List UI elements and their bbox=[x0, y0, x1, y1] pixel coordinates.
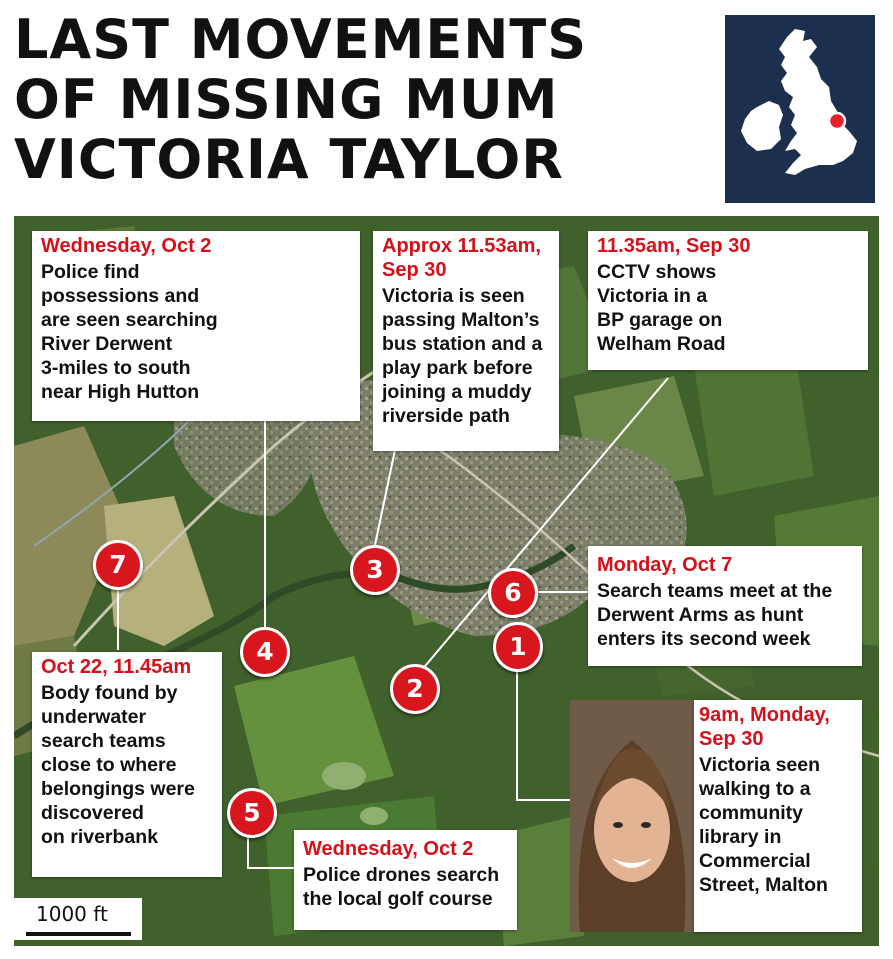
event-5-text-line: Police drones search bbox=[303, 864, 500, 886]
event-5-text-line: the local golf course bbox=[303, 888, 493, 910]
event-1-text-line: library in bbox=[699, 826, 782, 848]
event-3-box bbox=[373, 231, 559, 451]
event-7-text-line: underwater bbox=[41, 706, 147, 728]
event-4-text-line: near High Hutton bbox=[41, 381, 200, 403]
event-4-text-line: are seen searching bbox=[41, 309, 218, 331]
event-7-text-line: on riverbank bbox=[41, 826, 159, 848]
event-7-text-line: close to where bbox=[41, 754, 177, 776]
event-4-text-line: Police find bbox=[41, 261, 140, 283]
event-1-text-line: community bbox=[699, 802, 804, 824]
event-4-text-line: 3-miles to south bbox=[41, 357, 191, 379]
event-6-text-line: enters its second week bbox=[597, 628, 811, 650]
event-4-text-line: River Derwent bbox=[41, 333, 173, 355]
marker-7[interactable]: 7 bbox=[93, 540, 143, 590]
event-4-heading: Wednesday, Oct 2 bbox=[41, 235, 212, 257]
leader-line-1 bbox=[517, 668, 570, 800]
event-2-box bbox=[588, 231, 868, 370]
marker-4[interactable]: 4 bbox=[240, 627, 290, 677]
event-3-text-line: riverside path bbox=[382, 405, 510, 427]
marker-2[interactable]: 2 bbox=[390, 664, 440, 714]
event-7-heading: Oct 22, 11.45am bbox=[41, 656, 192, 678]
marker-1[interactable]: 1 bbox=[493, 622, 543, 672]
marker-3[interactable]: 3 bbox=[350, 545, 400, 595]
event-7-text-line: search teams bbox=[41, 730, 166, 752]
event-6-text-line: Derwent Arms as hunt bbox=[597, 604, 804, 626]
event-1-text-line: Victoria seen bbox=[699, 754, 821, 776]
leader-line-3 bbox=[375, 450, 395, 545]
event-7-text-line: Body found by bbox=[41, 682, 178, 704]
event-4-box bbox=[32, 231, 360, 421]
event-3-text-line: passing Malton’s bbox=[382, 309, 540, 331]
event-1-heading: Sep 30 bbox=[699, 728, 764, 750]
headline-line-2: OF MISSING MUM bbox=[14, 68, 559, 131]
event-2-heading: 11.35am, Sep 30 bbox=[597, 235, 751, 257]
event-5-heading: Wednesday, Oct 2 bbox=[303, 838, 474, 860]
scale-bar bbox=[14, 898, 142, 940]
event-1-text-line: Street, Malton bbox=[699, 874, 828, 896]
event-1-text-line: Commercial bbox=[699, 850, 811, 872]
scale-label: 1000 ft bbox=[36, 902, 108, 926]
event-3-text-line: play park before bbox=[382, 357, 533, 379]
headline-line-3: VICTORIA TAYLOR bbox=[14, 128, 564, 191]
event-2-text-line: CCTV shows bbox=[597, 261, 717, 283]
marker-5[interactable]: 5 bbox=[227, 788, 277, 838]
event-4-text-line: possessions and bbox=[41, 285, 200, 307]
event-3-heading: Sep 30 bbox=[382, 259, 447, 281]
victoria-portrait bbox=[570, 700, 694, 932]
scale-line bbox=[26, 932, 131, 936]
event-3-text-line: bus station and a bbox=[382, 333, 543, 355]
event-7-text-line: belongings were bbox=[41, 778, 195, 800]
event-6-box bbox=[588, 546, 862, 666]
event-1-heading: 9am, Monday, bbox=[699, 704, 830, 726]
event-2-text-line: Welham Road bbox=[597, 333, 726, 355]
event-6-text-line: Search teams meet at the bbox=[597, 580, 833, 602]
event-6-heading: Monday, Oct 7 bbox=[597, 554, 733, 576]
event-1-box bbox=[694, 700, 862, 932]
event-2-text-line: BP garage on bbox=[597, 309, 723, 331]
event-2-text-line: Victoria in a bbox=[597, 285, 708, 307]
event-3-text-line: joining a muddy bbox=[382, 381, 532, 403]
headline-line-1: LAST MOVEMENTS bbox=[14, 8, 588, 71]
event-5-box bbox=[294, 830, 517, 930]
event-1-text-line: walking to a bbox=[699, 778, 811, 800]
marker-6[interactable]: 6 bbox=[488, 568, 538, 618]
event-7-box bbox=[32, 652, 222, 877]
event-3-text-line: Victoria is seen bbox=[382, 285, 525, 307]
event-7-text-line: discovered bbox=[41, 802, 144, 824]
event-3-heading: Approx 11.53am, bbox=[382, 235, 541, 257]
